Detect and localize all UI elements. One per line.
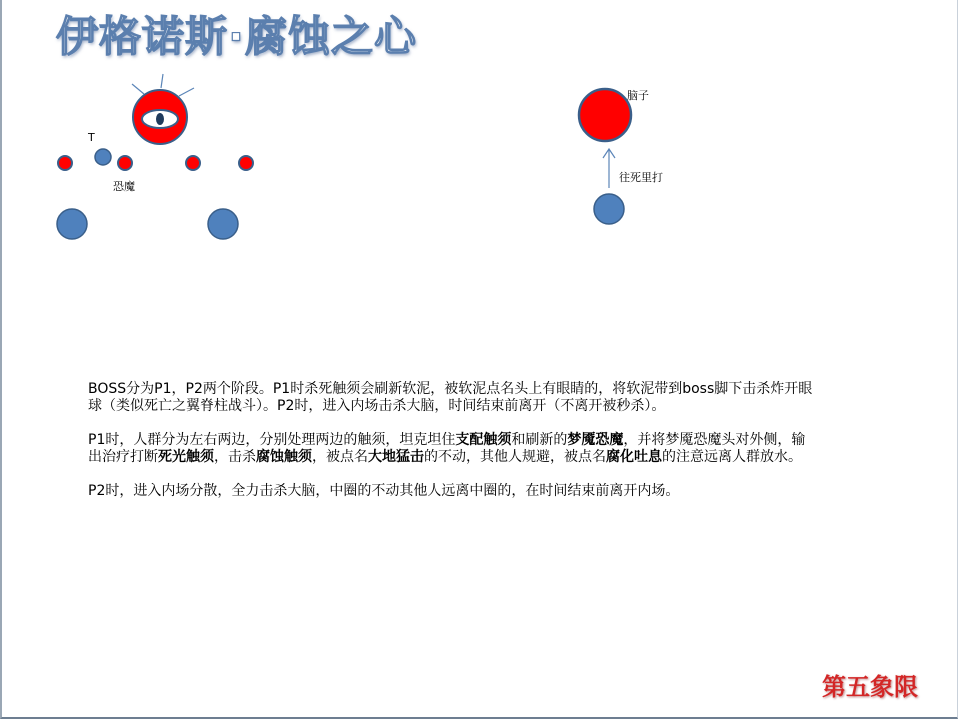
tentacle-marker — [58, 156, 72, 170]
description-text: ，击杀 — [214, 449, 256, 465]
description-text: 的不动，其他人规避，被点名 — [424, 449, 606, 465]
tentacle-marker — [186, 156, 200, 170]
raid-group-right — [208, 209, 238, 239]
brain-marker — [579, 89, 631, 141]
keyword-corrupted-breath: 腐化吐息 — [606, 449, 662, 465]
tank-label: T — [88, 131, 95, 144]
brain-label: 脑子 — [627, 89, 649, 102]
raid-group-left — [57, 209, 87, 239]
keyword-dominator-tentacle: 支配触须 — [455, 432, 512, 448]
description-text: ，并将梦魇恐魔头对外侧，输出治疗打断 — [88, 432, 806, 465]
eye-tentacle-line — [161, 74, 163, 88]
nightmare-horror-marker — [118, 156, 132, 170]
description-text: 和刷新的 — [511, 432, 568, 448]
eye-tentacle-line — [179, 88, 194, 96]
description-paragraph-phase1 — [88, 432, 813, 466]
strategy-description — [88, 381, 813, 517]
arrow-label: 往死里打 — [619, 171, 663, 184]
tank-marker — [95, 149, 111, 165]
eye-pupil — [156, 113, 164, 125]
keyword-nightmare-horror: 梦魇恐魔 — [567, 432, 624, 448]
eye-boss — [132, 74, 194, 144]
raid-group-brain — [594, 194, 624, 224]
description-paragraph-overview — [88, 381, 813, 415]
footer-brand: 第五象限 — [822, 673, 918, 701]
description-text: P1时，人群分为左右两边，分别处理两边的触须，坦克坦住 — [88, 432, 456, 448]
description-text: BOSS分为P1，P2两个阶段。P1时杀死触须会刷新软泥，被软泥点名头上有眼睛的，将软泥带到boss脚下击杀炸开眼球（类似死亡之翼脊柱战斗）。P2时，进入内场击杀大脑，时间结束前离开（不离开被秒杀）。 — [88, 381, 813, 414]
eye-tentacle-line — [132, 84, 144, 94]
description-text: 的注意远离人群放水。 — [662, 449, 802, 465]
description-paragraph-phase2 — [88, 483, 813, 500]
description-text: P2时，进入内场分散，全力击杀大脑，中圈的不动其他人远离中圈的，在时间结束前离开内场。 — [88, 483, 680, 499]
page-title: 伊格诺斯·腐蚀之心 — [56, 12, 417, 61]
keyword-deathglare-tentacle: 死光触须 — [158, 449, 214, 465]
keyword-corruptor-tentacle: 腐蚀触须 — [256, 449, 312, 465]
description-text: ，被点名 — [312, 449, 368, 465]
tentacle-marker — [239, 156, 253, 170]
nightmare-horror-label: 恐魔 — [113, 180, 135, 193]
keyword-ground-slam: 大地猛击 — [368, 449, 424, 465]
